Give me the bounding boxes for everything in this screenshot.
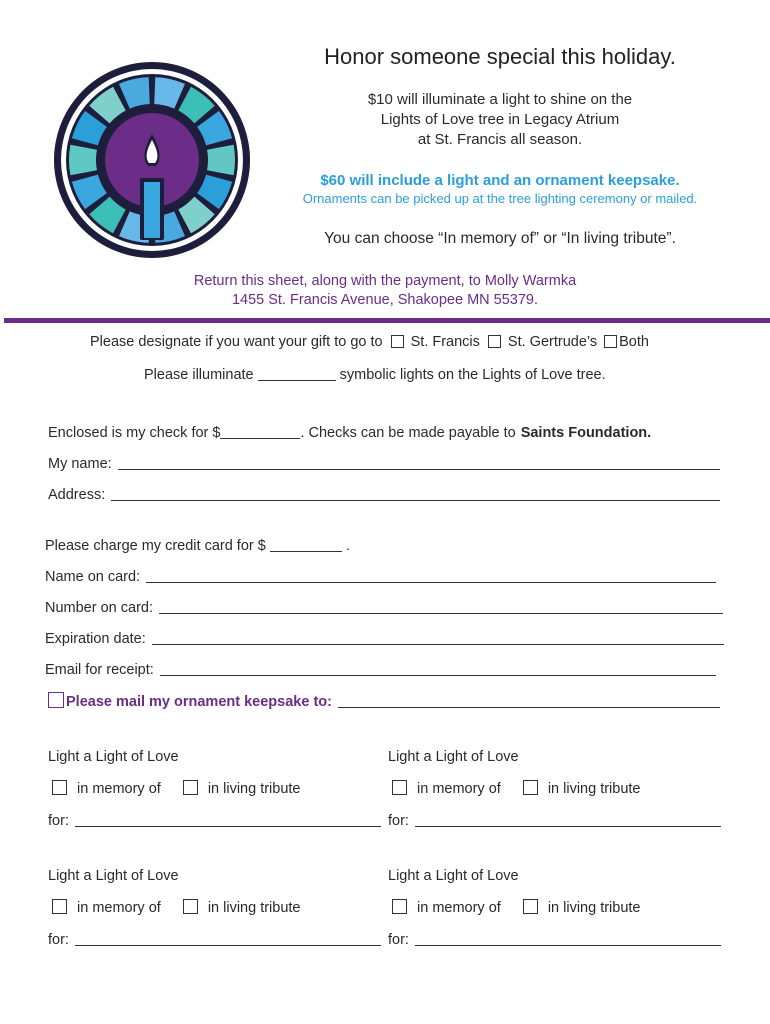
expiration-label: Expiration date: [45, 631, 146, 647]
expiration-field[interactable] [152, 630, 724, 645]
check-row [48, 424, 651, 441]
for-field[interactable] [75, 812, 381, 827]
choose-text: You can choose “In memory of” or “In living tribute”. [324, 230, 676, 247]
tribute-for-row [48, 931, 381, 948]
address-label: Address: [48, 487, 106, 503]
my-name-row [48, 455, 720, 472]
tribute-heading [388, 868, 519, 884]
checkbox-icon[interactable] [523, 780, 538, 795]
for-label: for: [388, 813, 409, 829]
email-row [45, 661, 716, 678]
lights-count-field[interactable] [258, 366, 336, 381]
tribute-for-row [388, 931, 721, 948]
for-label: for: [388, 932, 409, 948]
charge-label: Please charge my credit card for $ [45, 538, 266, 554]
tribute-for-row [48, 812, 381, 829]
living-tribute-label: in living tribute [207, 781, 301, 797]
return-line-2: 1455 St. Francis Avenue, Shakopee MN 55379. [231, 292, 539, 308]
mail-keepsake-row [48, 692, 720, 710]
name-on-card-row [45, 568, 716, 585]
email-label: Email for receipt: [45, 662, 154, 678]
checkbox-icon[interactable] [523, 899, 538, 914]
divider [4, 318, 770, 323]
checkbox-icon[interactable] [488, 335, 501, 348]
number-on-card-label: Number on card: [45, 600, 153, 616]
option-st-gertrudes: St. Gertrude’s [507, 334, 598, 350]
for-label: for: [48, 932, 69, 948]
checkbox-icon[interactable] [48, 692, 64, 708]
check-amount-field[interactable] [220, 424, 300, 439]
designate-row [90, 334, 649, 350]
tribute-options [52, 780, 301, 797]
designate-prompt: Please designate if you want your gift to go to [90, 334, 383, 350]
in-memory-label: in memory of [417, 781, 501, 797]
living-tribute-label: in living tribute [207, 900, 301, 916]
email-field[interactable] [160, 661, 716, 676]
desc-line-1: $10 will illuminate a light to shine on the [367, 91, 633, 108]
in-memory-label: in memory of [77, 781, 161, 797]
mail-keepsake-label: Please mail my ornament keepsake to: [66, 694, 332, 710]
number-on-card-row [45, 599, 723, 616]
illuminate-suffix: symbolic lights on the Lights of Love tree. [339, 367, 606, 383]
desc-line-2: Lights of Love tree in Legacy Atrium [380, 111, 620, 128]
address-row [48, 486, 720, 503]
name-on-card-label: Name on card: [45, 569, 141, 585]
desc-line-3: at St. Francis all season. [417, 131, 583, 148]
offer-note: Ornaments can be picked up at the tree lighting ceremony or mailed. [302, 191, 698, 206]
checkbox-icon[interactable] [183, 780, 198, 795]
tribute-heading [48, 749, 179, 765]
charge-suffix: . [345, 538, 350, 554]
stained-glass-candle-icon [52, 60, 252, 260]
tribute-heading-text: Light a Light of Love [48, 749, 179, 765]
in-memory-label: in memory of [417, 900, 501, 916]
for-label: for: [48, 813, 69, 829]
tribute-heading-text: Light a Light of Love [388, 749, 519, 765]
page-title: Honor someone special this holiday. [324, 44, 676, 69]
for-field[interactable] [415, 812, 721, 827]
checkbox-icon[interactable] [392, 780, 407, 795]
tribute-options [392, 780, 641, 797]
expiration-row [45, 630, 724, 647]
for-field[interactable] [75, 931, 381, 946]
payee: Saints Foundation. [520, 425, 652, 441]
my-name-field[interactable] [118, 455, 720, 470]
illuminate-row [144, 366, 606, 383]
address-field[interactable] [111, 486, 720, 501]
checkbox-icon[interactable] [391, 335, 404, 348]
check-label: Enclosed is my check for $ [48, 425, 221, 441]
option-st-francis: St. Francis [410, 334, 480, 350]
name-on-card-field[interactable] [146, 568, 716, 583]
mail-address-field[interactable] [338, 693, 720, 708]
charge-row [45, 537, 350, 554]
tribute-options [392, 899, 641, 916]
tribute-heading [48, 868, 179, 884]
checkbox-icon[interactable] [392, 899, 407, 914]
glass-segment [207, 145, 235, 175]
check-suffix: . Checks can be made payable to [300, 425, 516, 441]
charge-amount-field[interactable] [270, 537, 342, 552]
tribute-options [52, 899, 301, 916]
number-on-card-field[interactable] [159, 599, 723, 614]
for-field[interactable] [415, 931, 721, 946]
tribute-heading-text: Light a Light of Love [388, 868, 519, 884]
checkbox-icon[interactable] [604, 335, 617, 348]
illuminate-label: Please illuminate [144, 367, 254, 383]
glass-segment [69, 145, 97, 175]
checkbox-icon[interactable] [52, 899, 67, 914]
my-name-label: My name: [48, 456, 112, 472]
checkbox-icon[interactable] [183, 899, 198, 914]
checkbox-icon[interactable] [52, 780, 67, 795]
in-memory-label: in memory of [77, 900, 161, 916]
tribute-heading [388, 749, 519, 765]
option-both: Both [619, 334, 649, 350]
tribute-heading-text: Light a Light of Love [48, 868, 179, 884]
offer-text: $60 will include a light and an ornament keepsake. [320, 172, 680, 189]
tribute-for-row [388, 812, 721, 829]
return-line-1: Return this sheet, along with the payment, to Molly Warmka [193, 273, 577, 289]
living-tribute-label: in living tribute [547, 781, 641, 797]
living-tribute-label: in living tribute [547, 900, 641, 916]
